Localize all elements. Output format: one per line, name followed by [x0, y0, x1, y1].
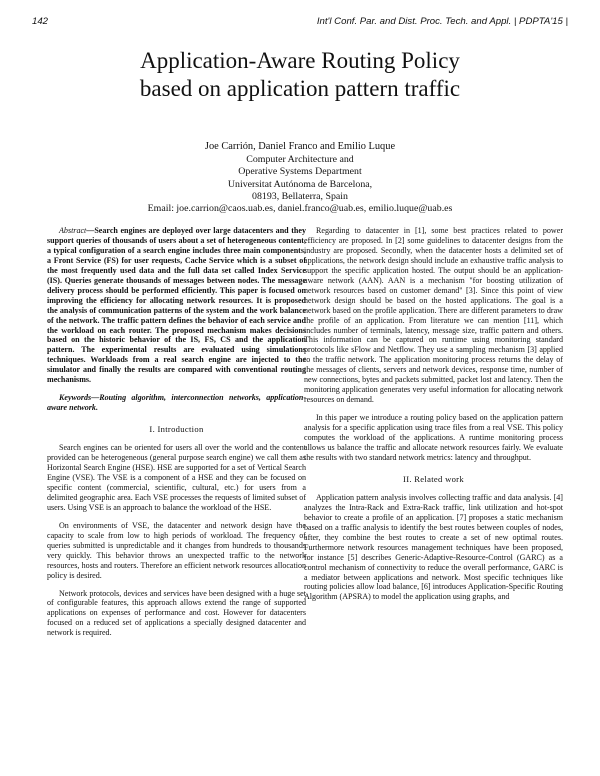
- author-block: [40, 141, 560, 215]
- paragraph: In this paper we introduce a routing policy based on the application pattern analysis for a specific application using trace files from a real VSE. This policy computes the workload of the applications. A runtime monitoring process allows us balance the traffic and allocate network resources fairly. We evaluate the results with two standard network metrics: latency and throughput.: [304, 413, 563, 462]
- running-header: [32, 16, 568, 30]
- affiliation-line: 08193, Bellaterra, Spain: [252, 190, 348, 202]
- affiliation-line: Universitat Autónoma de Barcelona,: [227, 178, 373, 190]
- keywords: [47, 393, 306, 413]
- paragraph: Regarding to datacenter in [1], some best practices related to power efficiency are proposed. In [2] some guidelines to datacenter designs from the industry are proposed. Secondly, when the datacenter hosts a delimited set of applications, the network design should include an exhaustive traffic analysis to support the specific application hosted. The output should be an application-aware network (AAN). AAN is a mechanism "for boosting utilization of network resources based on customer demand" [3]. Since this point of view network design should be based on the hosted applications. The goal is a network based on the profile application. There are different parameters to draw the profile of an application. From literature we can mention [11], which includes number of terminals, latency, message size, traffic pattern and others. This information can be captured on runtime using monitoring standard protocols like sFlow and Netflow. They use a sampling mechanism [3] applied to the traffic network. The application monitoring process returns the delay of the messages of clients, servers and network devices, response time, number of new connections, bytes and packets submitted, packet lost and latency. Then the monitoring application generates very useful information for allocating network resources on demand.: [304, 226, 563, 405]
- left-column: [47, 226, 306, 638]
- paragraph: On environments of VSE, the datacenter and network design have the capacity to scale from low to high periods of workload. The frequency of queries submitted is unpredictable and it changes from hundreds to thousands very quickly. This behavior throws an unexpected traffic to the network resources, hosts and routers. Therefore an efficient network resources allocation policy is desired.: [47, 520, 306, 580]
- keywords-text: —Routing algorithm, interconnection networks, application-aware network.: [47, 393, 306, 413]
- venue-header: Int'l Conf. Par. and Dist. Proc. Tech. and Appl. | PDPTA'15 |: [316, 16, 568, 27]
- abstract-label: Abstract: [59, 226, 87, 235]
- author-emails: Email: joe.carrion@caos.uab.es, daniel.franco@uab.es, emilio.luque@uab.es: [147, 203, 453, 215]
- right-column: [304, 226, 563, 602]
- page-number: 142: [32, 16, 49, 27]
- section-heading-related-work: II. Related work: [403, 473, 464, 484]
- author-names: Joe Carrión, Daniel Franco and Emilio Luque: [204, 141, 396, 152]
- paragraph: Application pattern analysis involves collecting traffic and data analysis. [4] analyzes the Intra-Rack and Extra-Rack traffic, link utilization and hot-spot behavior to create a profile of an application. [7] proposes a static mechanism based on a traffic analysis to identify the best routes between couples of nodes, after, they combine the best routes to create a set of new optimal routes. Furthermore network resources management techniques have been proposed, for instance [5] describes Generic-Adaptive-Resource-Control (GARC) as a control mechanism of connectivity to reduce the overall performance, GARC is a mediator between applications and network. Most specific techniques like routing policies allow load balance, [6] introduces Application-Specific Routing Algorithm (APSRA) to model the application using graphs, and: [304, 492, 563, 602]
- paragraph: Network protocols, devices and services have been designed with a huge set of configurable features, this approach allows extend the range of supported applications on expenses of performance and cost. However for datacenters focused on a reduced set of applications a specially designed datacenter and network is required.: [47, 588, 306, 638]
- affiliation-line: Computer Architecture and: [246, 154, 354, 166]
- abstract: [47, 226, 306, 385]
- paragraph: Search engines can be oriented for users all over the world and the content provided can be heterogeneous (general purpose search engine) we call them as Horizontal Search Engine (HSE). HSE are supported for a set of Vertical Search Engine (VSE). The VSE is a component of a HSE and they can be focused on specific content (commercial, scientific, cultural, etc.) for users from a delimited geographic area. Each VSE processes the requests of limited subset of users. Using VSE is an approach to balance the workload of the HSE.: [47, 443, 306, 512]
- paper-title: [40, 47, 560, 102]
- abstract-text: —Search engines are deployed over large datacenters and they support queries of thousands of users about a set of heterogeneous content, a typical configuration of a search engine includes three main components, a Front Service (FS) for user requests, Cache Service which is a subset of the most frequently used data and the full data set called Index Service (IS). Queries generate thousands of messages between nodes. The message delivery process should be performed efficiently. This paper is focused on improving the efficiency for allocating network resources. It is proposed the analysis of communication patterns of the system and the work balance of the network. The traffic pattern defines the behavior of each service and the workload on each router. The proposed mechanism makes decisions based on the historic behavior of the IS, FS, CS and the application pattern. The experimental results are evaluated using simulations techniques. Workloads from a real search engine are injected to the simulator and finally the results are compared with conventional routing mechanisms.: [47, 226, 306, 385]
- affiliation-line: Operative Systems Department: [238, 166, 362, 178]
- keywords-label: Keywords: [59, 393, 92, 403]
- title-line-2: based on application pattern traffic: [139, 75, 461, 101]
- title-line-1: Application-Aware Routing Policy: [140, 48, 460, 73]
- section-heading-introduction: I. Introduction: [149, 424, 204, 435]
